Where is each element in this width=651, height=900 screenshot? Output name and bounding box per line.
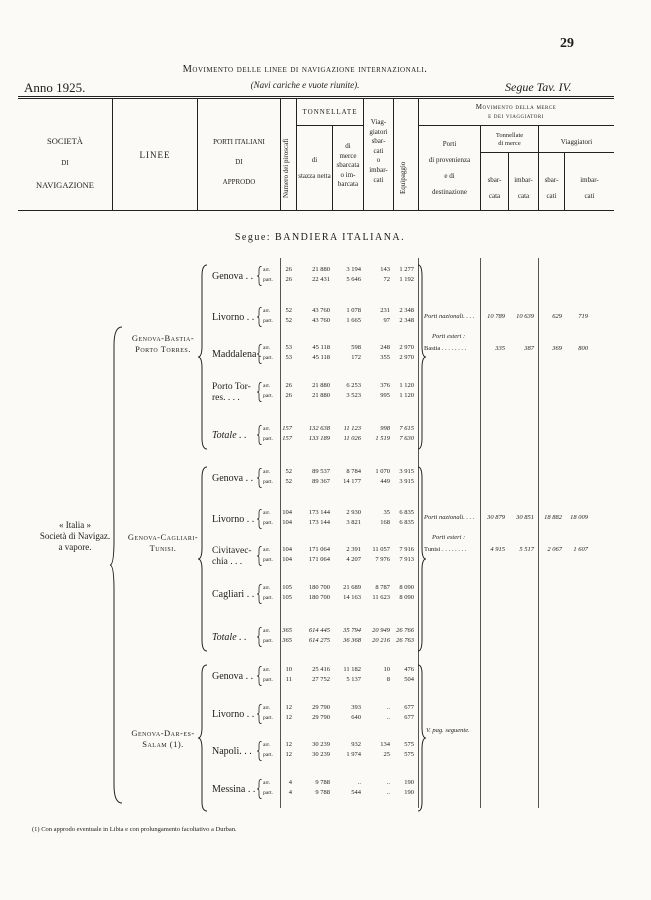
cell-part: 544 [351,789,361,796]
cell-arr: 248 [380,344,390,351]
cell-arr: 1 277 [399,266,414,273]
cell-arr: 4 [288,779,292,786]
hdr-viag-6: imbar- [369,165,388,174]
hdr-viag-1: Viag- [370,118,387,126]
cell-part: .. [386,714,390,721]
port-label: Totale . . [212,430,247,441]
hdr-societa-3: NAVIGAZIONE [36,180,94,190]
cell-arr: 3 915 [399,468,414,475]
part-label: part. [263,479,273,485]
cell-arr: 393 [351,704,361,711]
company-desc-2: a vapore. [58,542,92,552]
cell-arr: 35 [383,509,390,516]
port-label: Genova . . [212,473,254,484]
cell-arr: 45 118 [312,344,330,351]
cell-part: 21 880 [312,392,330,399]
hdr-tonnellate: TONNELLATE [302,108,358,116]
movement-value: 30 851 [516,514,534,521]
movement-label: Tunisi . . . . . . . . [424,546,467,553]
part-label: part. [263,638,273,644]
cell-arr: 12 [285,704,292,711]
port-label: Livorno . . [212,312,255,323]
cell-arr: 43 760 [312,307,330,314]
hdr-portiprov-4: destinazione [432,188,467,196]
cell-part: 11 026 [343,435,361,442]
cell-arr: 598 [351,344,361,351]
part-label: part. [263,677,273,683]
cell-part: 677 [404,714,414,721]
hdr-piroscafi: Numero dei piroscafi [282,138,290,198]
cell-arr: 21 880 [312,382,330,389]
cell-arr: 173 144 [308,509,330,516]
hdr-portiprov-2: di provenienza [428,156,471,164]
cell-part: 22 431 [312,276,330,283]
hdr-viagg: Viaggiatori [560,138,593,146]
cell-arr: 6 835 [399,509,414,516]
line-1-brace [198,264,208,450]
cell-part: 133 189 [308,435,330,442]
cell-arr: 1 120 [399,382,414,389]
part-label: part. [263,790,273,796]
cell-part: 7 976 [375,556,390,563]
cell-part: 9 788 [315,789,330,796]
cell-part: 173 144 [308,519,330,526]
cell-part: 12 [285,714,292,721]
port-label-line: Porto Tor- [212,382,251,392]
hdr-movimento-2: e dei viaggiatori [488,112,544,120]
cell-part: 190 [404,789,414,796]
cell-arr: 29 790 [312,704,330,711]
page-title: Movimento delle linee di navigazione internazionali. [182,64,428,75]
port-label: Totale . . [212,632,247,643]
hdr-tonnmerce-2: di merce [498,140,521,147]
part-label: part. [263,355,273,361]
movement-value: 5 517 [519,546,534,553]
year-label: Anno 1925. [24,80,86,95]
cell-part: 30 239 [312,751,330,758]
cell-part: 5 137 [346,676,361,683]
part-label: part. [263,752,273,758]
port-label: Genova . . [212,271,254,282]
cell-part: 52 [285,478,292,485]
movement-note: V. pag. seguente. [426,727,470,734]
hdr-imbar-1: imbar- [514,176,533,184]
port-label-line: Civitavec- [212,546,252,556]
cell-arr: 9 788 [315,779,330,786]
hdr-imbarv-1: imbar- [580,176,599,184]
arr-label: arr. [263,469,271,475]
cell-part: 365 [282,637,292,644]
company-name: « Italia » [59,520,91,530]
cell-part: 27 752 [312,676,330,683]
cell-arr: 614 445 [308,627,330,634]
hdr-viag-7: cati [373,175,384,184]
arr-label: arr. [263,383,271,389]
cell-part: 26 763 [396,637,414,644]
cell-part: 11 623 [372,594,390,601]
movement-value: 2 067 [547,546,562,553]
page-subtitle: (Navi cariche e vuote riunite). [250,80,360,90]
movement-label: Porti nazionali. . . . [424,313,475,320]
hdr-merce-4: o im- [340,170,356,179]
movement-value: 10 789 [487,313,505,320]
port-label: Genova . . [212,671,254,682]
cell-part: 72 [383,276,390,283]
cell-part: 171 064 [308,556,330,563]
cell-part: 355 [380,354,390,361]
movement-value: 4 915 [490,546,505,553]
cell-arr: 476 [404,666,414,673]
cell-part: 6 835 [399,519,414,526]
cell-arr: 132 638 [308,425,330,432]
cell-arr: 7 615 [399,425,414,432]
cell-arr: 2 348 [399,307,414,314]
cell-part: 2 970 [399,354,414,361]
movement-value: 1 607 [573,546,588,553]
cell-part: 168 [380,519,390,526]
cell-part: 8 [386,676,390,683]
hdr-viag-3: sbar- [371,137,386,146]
cell-arr: 8 787 [375,584,390,591]
cell-part: 52 [285,317,292,324]
cell-arr: 1 070 [375,468,390,475]
cell-arr: 53 [285,344,292,351]
section-title: Segue: BANDIERA ITALIANA. [234,232,406,243]
cell-part: 575 [404,751,414,758]
cell-part: 4 207 [346,556,361,563]
cell-arr: 376 [380,382,390,389]
movement-value: 18 009 [570,514,588,521]
port-label [212,382,251,404]
movement-value: 18 882 [544,514,562,521]
line-1-name-1: Genova-Bastia- [131,333,195,343]
cell-part: 1 192 [399,276,414,283]
hdr-tonnmerce-1: Tonnellate [495,132,524,139]
movement-value: 335 [495,345,505,352]
part-label: part. [263,318,273,324]
cell-part: 11 [285,676,292,683]
cell-arr: 52 [285,307,292,314]
arr-label: arr. [263,267,271,273]
line-2-name-1: Genova-Cagliari- [127,532,199,542]
cell-arr: 21 689 [343,584,361,591]
cell-part: 4 [288,789,292,796]
cell-part: 5 646 [346,276,361,283]
movement-value: 387 [524,345,534,352]
cell-part: 97 [383,317,390,324]
cell-arr: 575 [404,741,414,748]
table-ref: Segue Tav. IV. [505,80,572,94]
hdr-viag-4: cati [373,146,384,155]
hdr-viag-2: giatori [369,127,388,136]
cell-arr: 2 391 [346,546,361,553]
cell-part: 3 821 [346,519,361,526]
cell-part: 104 [282,556,292,563]
arr-label: arr. [263,628,271,634]
cell-arr: 11 057 [372,546,390,553]
hdr-sbarv-1: sbar- [544,176,559,184]
cell-part: 45 118 [312,354,330,361]
cell-part: 2 348 [399,317,414,324]
cell-arr: 104 [282,546,292,553]
movement-value: 30 879 [487,514,505,521]
port-label: Napoli. . . [212,746,252,757]
movement-value: 629 [552,313,562,320]
cell-part: 14 177 [343,478,361,485]
cell-arr: .. [386,704,390,711]
hdr-merce-1: di [345,142,351,150]
hdr-merce-5: barcata [337,180,359,188]
port-label: Maddalena . [212,349,262,360]
cell-arr: 105 [282,584,292,591]
cell-part: 26 [285,276,292,283]
part-label: part. [263,436,273,442]
cell-arr: 3 194 [346,266,361,273]
hdr-sbar-1: sbar- [487,176,502,184]
line-2-brace [198,466,208,652]
part-label: part. [263,595,273,601]
arr-label: arr. [263,705,271,711]
cell-part: 180 700 [308,594,330,601]
cell-part: 20 216 [372,637,390,644]
line-1-name-2: Porto Torres. [135,344,191,354]
movement-heading: Porti esteri : [432,534,466,541]
cell-arr: .. [357,779,361,786]
movement-value: 800 [578,345,588,352]
cell-part: 105 [282,594,292,601]
cell-arr: 2 970 [399,344,414,351]
cell-part: 449 [380,478,390,485]
cell-arr: 1 078 [346,307,361,314]
cell-arr: 11 182 [343,666,361,673]
arr-label: arr. [263,426,271,432]
port-label: Livorno . . [212,709,255,720]
line-3-name-1: Genova-Dar-es- [131,728,195,738]
company-desc-1: Società di Navigaz. [39,531,111,541]
hdr-porti-1: PORTI ITALIANI [213,138,265,146]
cell-arr: 52 [285,468,292,475]
arr-label: arr. [263,308,271,314]
cell-part: 640 [351,714,361,721]
cell-part: 1 665 [346,317,361,324]
hdr-sbarv-2: cati [546,192,557,200]
hdr-equipaggio: Equipaggio [399,161,407,194]
cell-arr: 10 [383,666,390,673]
part-label: part. [263,520,273,526]
arr-label: arr. [263,667,271,673]
cell-part: 1 120 [399,392,414,399]
cell-arr: 25 416 [312,666,330,673]
line-3-name-2: Salam (1). [142,739,184,749]
cell-part: 14 163 [343,594,361,601]
cell-arr: 89 537 [312,468,330,475]
port-label-line: chia . . . [212,557,243,567]
hdr-imbar-2: cata [517,192,530,200]
mov-brace-3 [418,664,426,812]
cell-arr: 190 [404,779,414,786]
port-label [212,546,252,568]
hdr-portiprov-3: e di [444,172,455,180]
cell-arr: 134 [380,741,390,748]
cell-part: 36 368 [343,637,361,644]
mov-brace-1 [418,264,426,450]
hdr-stazza-2: stazza netta [298,172,331,180]
cell-arr: 26 766 [396,627,414,634]
cell-arr: 157 [282,425,292,432]
line-2-name-2: Tunisi. [149,543,177,553]
cell-arr: 2 930 [346,509,361,516]
movement-label: Bastia . . . . . . . . [424,345,467,352]
cell-part: 995 [380,392,390,399]
hdr-merce-3: sbarcata [336,161,360,169]
cell-arr: 932 [351,741,361,748]
cell-arr: 6 253 [346,382,361,389]
mov-brace-2 [418,466,426,652]
movement-value: 719 [578,313,588,320]
arr-label: arr. [263,780,271,786]
cell-arr: 998 [380,425,390,432]
part-label: part. [263,557,273,563]
page-number: 29 [560,36,574,51]
hdr-stazza-1: di [311,156,318,164]
movement-heading: Porti esteri : [432,333,466,340]
cell-arr: 8 090 [399,584,414,591]
arr-label: arr. [263,510,271,516]
cell-arr: 20 949 [372,627,390,634]
cell-arr: 11 123 [343,425,361,432]
hdr-porti-3: APPRODO [222,178,256,186]
footnote: (1) Con approdo eventuale in Libia e con prolungamento facoltativo a Durban. [32,826,237,833]
movement-value: 10 639 [516,313,534,320]
cell-arr: 26 [285,266,292,273]
cell-part: 614 275 [308,637,330,644]
cell-arr: 8 784 [346,468,361,475]
cell-arr: 677 [404,704,414,711]
hdr-societa-2: DI [61,159,69,167]
cell-part: 12 [285,751,292,758]
cell-part: 1 519 [375,435,390,442]
port-label-line: res. . . . [212,393,240,403]
port-label: Cagliari . . [212,589,255,600]
cell-arr: 12 [285,741,292,748]
arr-label: arr. [263,547,271,553]
hdr-societa-1: SOCIETÀ [47,136,83,146]
cell-arr: 180 700 [308,584,330,591]
cell-part: 172 [351,354,361,361]
cell-arr: 365 [282,627,292,634]
cell-arr: 104 [282,509,292,516]
cell-arr: 26 [285,382,292,389]
cell-part: 7 913 [399,556,414,563]
cell-arr: 143 [380,266,390,273]
cell-arr: .. [386,779,390,786]
movement-label: Porti nazionali. . . . [424,514,475,521]
cell-part: 43 760 [312,317,330,324]
part-label: part. [263,393,273,399]
hdr-movimento-1: Movimento della merce [475,103,557,111]
port-label: Messina . . [212,784,256,795]
hdr-porti-2: DI [235,158,243,166]
movement-value: 369 [552,345,562,352]
port-label: Livorno . . [212,514,255,525]
cell-arr: 21 880 [312,266,330,273]
cell-arr: 171 064 [308,546,330,553]
cell-arr: 7 916 [399,546,414,553]
cell-arr: 35 794 [343,627,361,634]
cell-part: 29 790 [312,714,330,721]
part-label: part. [263,277,273,283]
hdr-linee: LINEE [139,150,171,160]
cell-part: 157 [282,435,292,442]
cell-part: 3 523 [346,392,361,399]
cell-part: 7 630 [399,435,414,442]
hdr-merce-2: merce [339,151,357,160]
cell-part: 89 367 [312,478,330,485]
hdr-portiprov-1: Porti [442,140,457,148]
cell-arr: 30 239 [312,741,330,748]
cell-part: .. [386,789,390,796]
cell-part: 3 915 [399,478,414,485]
cell-part: 504 [404,676,414,683]
cell-part: 25 [383,751,390,758]
cell-part: 104 [282,519,292,526]
arr-label: arr. [263,742,271,748]
cell-part: 53 [285,354,292,361]
cell-arr: 10 [285,666,292,673]
hdr-viag-5: o [376,156,381,165]
cell-part: 8 090 [399,594,414,601]
arr-label: arr. [263,585,271,591]
arr-label: arr. [263,345,271,351]
hdr-imbarv-2: cati [584,192,595,200]
cell-arr: 231 [380,307,390,314]
cell-part: 26 [285,392,292,399]
cell-part: 1 974 [346,751,361,758]
hdr-sbar-2: cata [488,192,501,200]
part-label: part. [263,715,273,721]
line-3-brace [198,664,208,812]
